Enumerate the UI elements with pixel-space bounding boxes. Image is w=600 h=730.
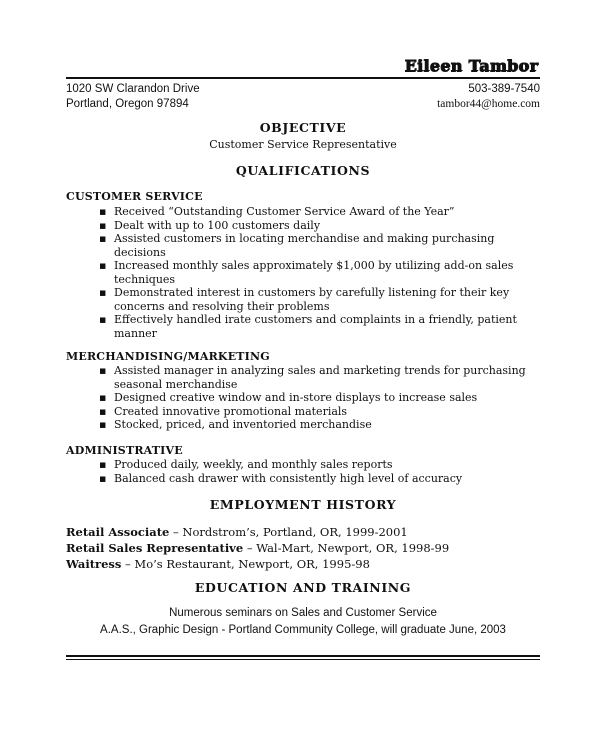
contact-block xyxy=(66,82,540,112)
list-item: ▪ Received “Outstanding Customer Service Award of the Year” xyxy=(96,205,536,219)
job-title: Retail Sales Representative xyxy=(66,541,244,555)
job-entry xyxy=(66,540,449,556)
job-entry xyxy=(66,524,449,540)
footer-divider xyxy=(66,655,540,657)
list-item: ▪ Produced daily, weekly, and monthly sales reports xyxy=(96,458,536,472)
administrative-list xyxy=(96,458,536,485)
merchandising-subheading: MERCHANDISING/MARKETING xyxy=(66,350,270,363)
header-divider xyxy=(66,77,540,79)
address-line-1: 1020 SW Clarandon Drive xyxy=(66,83,200,95)
qualifications-heading: QUALIFICATIONS xyxy=(235,163,371,178)
education-list xyxy=(66,605,540,639)
objective-text: Customer Service Representative xyxy=(209,138,397,151)
footer-divider-thin xyxy=(66,659,540,660)
list-item: ▪ Stocked, priced, and inventoried merchandise xyxy=(96,418,536,432)
list-item: ▪ Dealt with up to 100 customers daily xyxy=(96,219,536,233)
phone-number: 503-389-7540 xyxy=(468,83,540,95)
objective-heading: OBJECTIVE xyxy=(259,120,347,135)
customer-service-list xyxy=(96,205,536,340)
job-detail: – Wal-Mart, Newport, OR, 1998-99 xyxy=(243,541,450,555)
candidate-name: Eileen Tambor xyxy=(404,56,538,75)
email-address: tambor44@home.com xyxy=(437,98,540,110)
employment-heading: EMPLOYMENT HISTORY xyxy=(209,497,397,512)
list-item: ▪ Assisted customers in locating merchandise and making purchasing decisions xyxy=(96,232,536,259)
merchandising-list xyxy=(96,364,536,432)
job-title: Waitress xyxy=(66,557,122,571)
job-entry xyxy=(66,556,449,572)
administrative-subheading: ADMINISTRATIVE xyxy=(66,444,183,457)
list-item: ▪ Assisted manager in analyzing sales and marketing trends for purchasing seasonal merchandise xyxy=(96,364,536,391)
list-item: ▪ Effectively handled irate customers and complaints in a friendly, patient manner xyxy=(96,313,536,340)
education-line: Numerous seminars on Sales and Customer Service xyxy=(169,607,437,619)
employment-list xyxy=(66,524,449,572)
list-item: ▪ Demonstrated interest in customers by carefully listening for their key concerns and resolving their problems xyxy=(96,286,536,313)
education-line: A.A.S., Graphic Design - Portland Community College, will graduate June, 2003 xyxy=(100,624,506,636)
list-item: ▪ Balanced cash drawer with consistently high level of accuracy xyxy=(96,472,536,486)
education-heading: EDUCATION AND TRAINING xyxy=(194,580,412,595)
list-item: ▪ Increased monthly sales approximately $1,000 by utilizing add-on sales techniques xyxy=(96,259,536,286)
job-title: Retail Associate xyxy=(66,525,170,539)
address-line-2: Portland, Oregon 97894 xyxy=(66,98,189,110)
customer-service-subheading: CUSTOMER SERVICE xyxy=(66,190,203,203)
list-item: ▪ Created innovative promotional materials xyxy=(96,405,536,419)
job-detail: – Mo’s Restaurant, Newport, OR, 1995-98 xyxy=(121,557,370,571)
list-item: ▪ Designed creative window and in-store displays to increase sales xyxy=(96,391,536,405)
job-detail: – Nordstrom’s, Portland, OR, 1999-2001 xyxy=(169,525,408,539)
